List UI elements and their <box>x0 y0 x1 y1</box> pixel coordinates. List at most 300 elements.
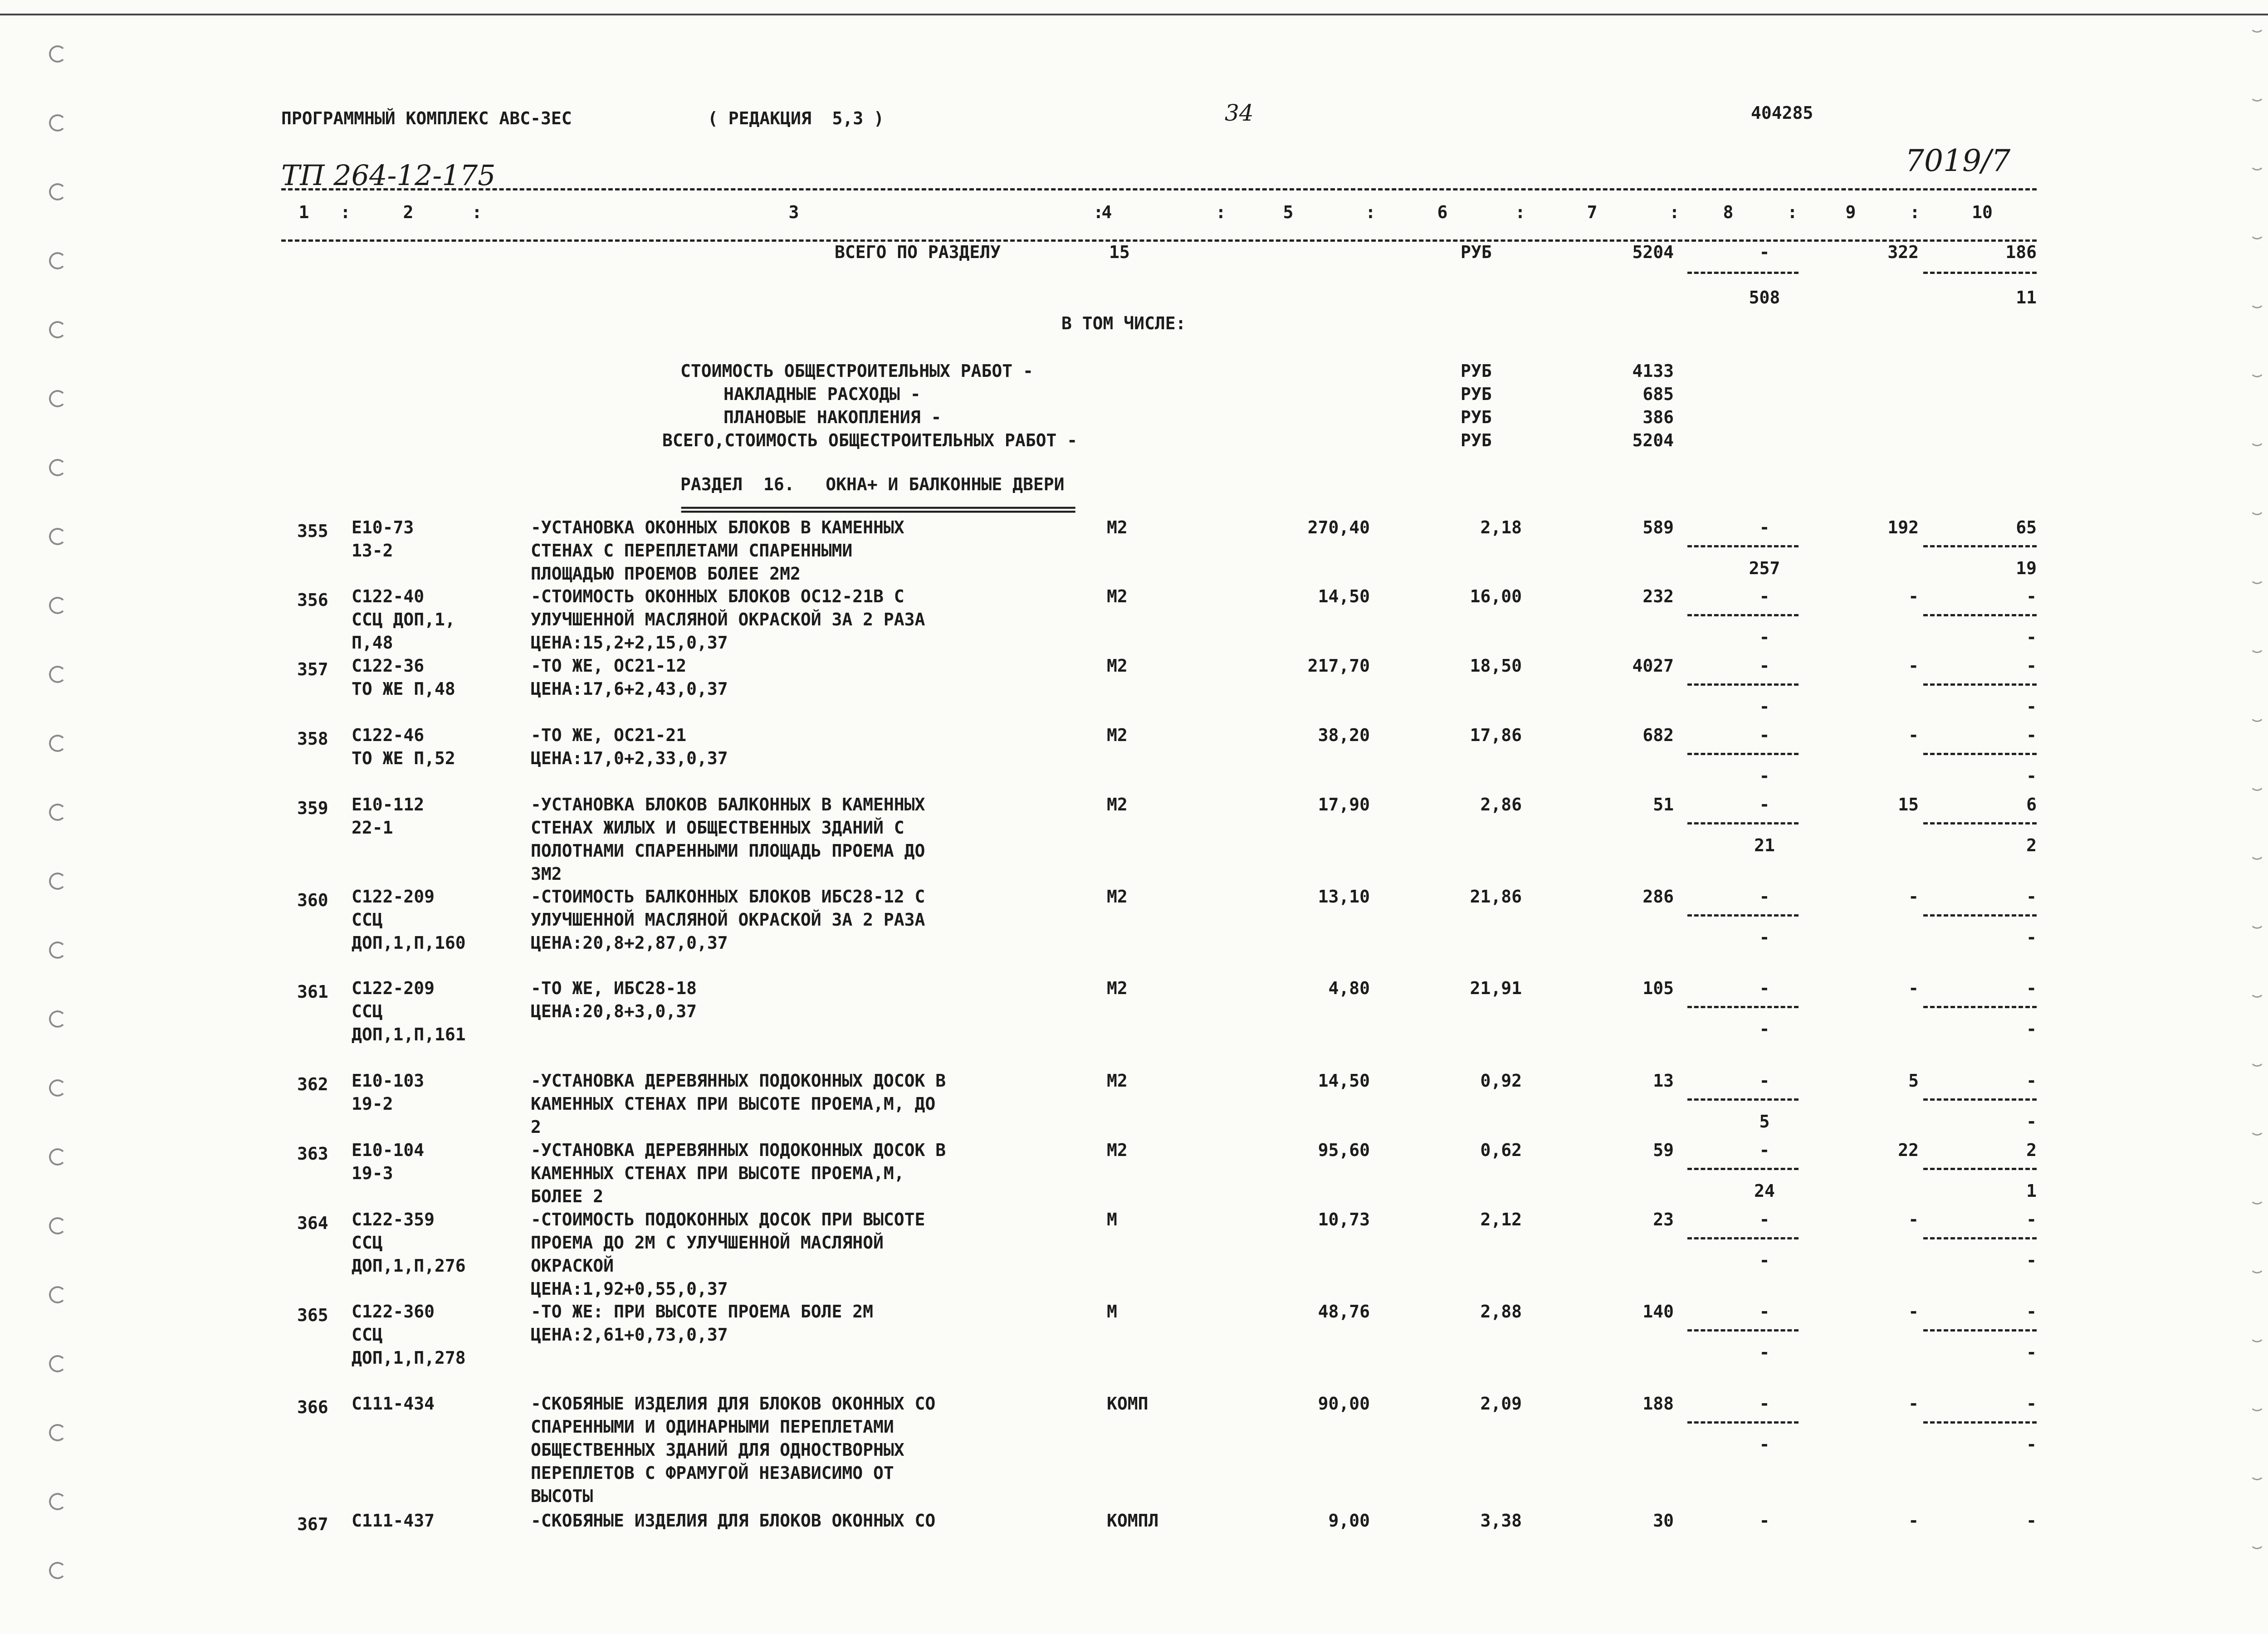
punch-hole <box>49 390 66 407</box>
row-number: 365 <box>297 1305 328 1325</box>
row-col9: - <box>1908 887 1919 907</box>
fraction-rule <box>1923 914 2037 917</box>
fraction-rule <box>1687 753 1799 755</box>
section-total-col9: 322 <box>1887 242 1919 262</box>
column-header: 10 <box>1972 202 1993 222</box>
fraction-rule <box>1923 822 2037 824</box>
section-title: РАЗДЕЛ 16. ОКНА+ И БАЛКОННЫЕ ДВЕРИ <box>680 474 1065 494</box>
including-heading: В ТОМ ЧИСЛЕ: <box>1061 313 1186 333</box>
row-unit: М <box>1107 1210 1117 1229</box>
handwritten-sheet-number: 7019/7 <box>1905 143 2011 178</box>
column-header: 2 <box>403 202 414 222</box>
column-header: 3 <box>788 202 799 222</box>
section-total-col10-sub: 11 <box>2016 288 2037 307</box>
row-col8: - <box>1759 978 1770 998</box>
fraction-rule <box>1923 614 2037 616</box>
punch-hole <box>2250 294 2264 308</box>
row-description: ЦЕНА:17,6+2,43,0,37 <box>531 679 728 699</box>
program-name: ПРОГРАММНЫЙ КОМПЛЕКС АВС-3ЕС <box>281 108 572 128</box>
punch-hole <box>2250 845 2264 860</box>
row-col10: - <box>2026 1071 2037 1091</box>
row-quantity: 270,40 <box>1307 517 1370 537</box>
row-description: -СТОИМОСТЬ ПОДОКОННЫХ ДОСОК ПРИ ВЫСОТЕ <box>531 1210 925 1229</box>
row-description: КАМЕННЫХ СТЕНАХ ПРИ ВЫСОТЕ ПРОЕМА,М, <box>531 1163 904 1183</box>
row-description: -СТОИМОСТЬ БАЛКОННЫХ БЛОКОВ ИБС28-12 С <box>531 887 925 907</box>
column-separator: : <box>472 202 482 222</box>
punch-hole <box>2250 501 2264 515</box>
fraction-rule <box>1923 1329 2037 1332</box>
row-cost: 105 <box>1642 978 1674 998</box>
punch-hole <box>49 528 66 545</box>
punch-hole <box>2250 363 2264 377</box>
row-description: ПРОЕМА ДО 2М С УЛУЧШЕННОЙ МАСЛЯНОЙ <box>531 1233 884 1253</box>
row-col10: 2 <box>2026 1140 2037 1160</box>
row-unit: М <box>1107 1302 1117 1322</box>
row-description: -ТО ЖЕ, ОС21-12 <box>531 656 687 676</box>
row-quantity: 95,60 <box>1318 1140 1370 1160</box>
row-col10: - <box>2026 725 2037 745</box>
row-number: 361 <box>297 982 328 1002</box>
punch-hole <box>49 1010 66 1028</box>
row-code: ССЦ <box>352 910 383 930</box>
row-col10-sub: - <box>2026 697 2037 717</box>
punch-hole <box>49 804 66 821</box>
row-col10-sub: - <box>2026 1112 2037 1132</box>
cost-summary-label: ПЛАНОВЫЕ НАКОПЛЕНИЯ - <box>723 407 942 427</box>
fraction-rule <box>1923 1421 2037 1424</box>
row-col8: - <box>1759 1302 1770 1322</box>
row-col10: - <box>2026 586 2037 606</box>
row-unit-price: 18,50 <box>1470 656 1522 676</box>
fraction-rule <box>1923 272 2037 274</box>
row-col9: 22 <box>1898 1140 1919 1160</box>
row-code: ТО ЖЕ П,48 <box>352 679 455 699</box>
row-col8: - <box>1759 1511 1770 1531</box>
row-description: БОЛЕЕ 2 <box>531 1186 604 1206</box>
row-unit: М2 <box>1107 1140 1128 1160</box>
row-col10-sub: 2 <box>2026 835 2037 855</box>
punch-hole <box>2250 156 2264 171</box>
row-number: 359 <box>297 798 328 818</box>
cost-summary-label: ВСЕГО,СТОИМОСТЬ ОБЩЕСТРОИТЕЛЬНЫХ РАБОТ - <box>662 430 1078 450</box>
column-header: 1 <box>298 202 309 222</box>
row-code: 19-2 <box>352 1094 393 1114</box>
row-unit: КОМПЛ <box>1107 1511 1159 1531</box>
punch-hole <box>2250 432 2264 446</box>
row-description: -ТО ЖЕ, ИБС28-18 <box>531 978 697 998</box>
section-total-col10: 186 <box>2005 242 2037 262</box>
row-number: 366 <box>297 1397 328 1417</box>
fraction-rule <box>1923 545 2037 547</box>
row-code: С111-437 <box>352 1511 435 1531</box>
row-cost: 682 <box>1642 725 1674 745</box>
row-code: Е10-104 <box>352 1140 425 1160</box>
row-description: ОБЩЕСТВЕННЫХ ЗДАНИЙ ДЛЯ ОДНОСТВОРНЫХ <box>531 1440 904 1460</box>
fraction-rule <box>1687 683 1799 686</box>
row-col9: - <box>1908 978 1919 998</box>
row-description: ЦЕНА:15,2+2,15,0,37 <box>531 633 728 653</box>
row-col9: - <box>1908 1302 1919 1322</box>
column-header: 4 <box>1101 202 1112 222</box>
punch-hole <box>49 45 66 63</box>
row-quantity: 217,70 <box>1307 656 1370 676</box>
fraction-rule <box>1687 914 1799 917</box>
punch-hole <box>49 321 66 338</box>
row-col10-sub: - <box>2026 1434 2037 1454</box>
fraction-rule <box>1687 1329 1799 1332</box>
punch-hole <box>49 1079 66 1097</box>
punch-hole <box>2250 1052 2264 1067</box>
row-unit-price: 3,38 <box>1480 1511 1522 1531</box>
row-code: ДОП,1,П,161 <box>352 1024 466 1044</box>
row-cost: 232 <box>1642 586 1674 606</box>
row-code: 22-1 <box>352 818 393 838</box>
punch-hole <box>2250 570 2264 584</box>
row-col8: - <box>1759 887 1770 907</box>
row-description: -УСТАНОВКА БЛОКОВ БАЛКОННЫХ В КАМЕННЫХ <box>531 795 925 815</box>
row-col10-sub: 19 <box>2016 558 2037 578</box>
section-total-cost: 5204 <box>1632 242 1674 262</box>
row-col9: - <box>1908 656 1919 676</box>
fraction-rule <box>1687 822 1799 824</box>
fraction-rule <box>1923 1168 2037 1170</box>
row-col10-sub: - <box>2026 1019 2037 1039</box>
row-col8-sub: 257 <box>1749 558 1780 578</box>
section-total-label: ВСЕГО ПО РАЗДЕЛУ <box>835 242 1001 262</box>
row-description: ЦЕНА:20,8+3,0,37 <box>531 1001 697 1021</box>
row-col10: - <box>2026 656 2037 676</box>
row-code: ТО ЖЕ П,52 <box>352 748 455 768</box>
row-unit-price: 2,18 <box>1480 517 1522 537</box>
row-quantity: 17,90 <box>1318 795 1370 815</box>
row-col10: 6 <box>2026 795 2037 815</box>
row-unit-price: 16,00 <box>1470 586 1522 606</box>
row-description: ПОЛОТНАМИ СПАРЕННЫМИ ПЛОЩАДЬ ПРОЕМА ДО <box>531 841 925 861</box>
row-description: 3М2 <box>531 864 562 884</box>
row-code: С122-209 <box>352 887 435 907</box>
row-unit: М2 <box>1107 887 1128 907</box>
row-quantity: 14,50 <box>1318 586 1370 606</box>
fraction-rule <box>1923 1237 2037 1239</box>
cost-summary-value: 4133 <box>1632 361 1674 381</box>
row-code: ССЦ <box>352 1001 383 1021</box>
row-code: ССЦ ДОП,1, <box>352 610 455 629</box>
row-quantity: 14,50 <box>1318 1071 1370 1091</box>
punch-hole <box>2250 914 2264 929</box>
cost-summary-label: СТОИМОСТЬ ОБЩЕСТРОИТЕЛЬНЫХ РАБОТ - <box>680 361 1033 381</box>
punch-hole <box>2250 639 2264 653</box>
fraction-rule <box>1923 1006 2037 1008</box>
row-description: -СКОБЯНЫЕ ИЗДЕЛИЯ ДЛЯ БЛОКОВ ОКОННЫХ СО <box>531 1394 936 1414</box>
row-unit-price: 21,86 <box>1470 887 1522 907</box>
row-description: -УСТАНОВКА ДЕРЕВЯННЫХ ПОДОКОННЫХ ДОСОК В <box>531 1071 946 1091</box>
row-description: ПЛОЩАДЬЮ ПРОЕМОВ БОЛЕЕ 2М2 <box>531 564 801 584</box>
row-col8-sub: - <box>1759 1019 1770 1039</box>
row-description: ЦЕНА:2,61+0,73,0,37 <box>531 1325 728 1345</box>
row-unit: М2 <box>1107 1071 1128 1091</box>
row-col8: - <box>1759 1394 1770 1414</box>
column-separator: : <box>1515 202 1525 222</box>
punch-hole <box>2250 1190 2264 1205</box>
row-code: ДОП,1,П,278 <box>352 1348 466 1368</box>
punch-hole <box>2250 87 2264 102</box>
punch-hole <box>49 941 66 959</box>
column-header: 7 <box>1587 202 1598 222</box>
row-cost: 30 <box>1653 1511 1674 1531</box>
header-rule-top <box>281 188 2037 190</box>
row-col10: - <box>2026 1511 2037 1531</box>
row-description: УЛУЧШЕННОЙ МАСЛЯНОЙ ОКРАСКОЙ ЗА 2 РАЗА <box>531 910 925 930</box>
row-col8: - <box>1759 725 1770 745</box>
row-description: КАМЕННЫХ СТЕНАХ ПРИ ВЫСОТЕ ПРОЕМА,М, ДО <box>531 1094 936 1114</box>
row-code: С111-434 <box>352 1394 435 1414</box>
column-separator: : <box>1669 202 1680 222</box>
punch-hole <box>49 1148 66 1166</box>
row-col10: 65 <box>2016 517 2037 537</box>
row-col10: - <box>2026 1394 2037 1414</box>
row-code: С122-40 <box>352 586 425 606</box>
row-col8: - <box>1759 1140 1770 1160</box>
row-code: С122-209 <box>352 978 435 998</box>
row-col9: - <box>1908 1394 1919 1414</box>
row-unit: М2 <box>1107 795 1128 815</box>
row-col8: - <box>1759 1071 1770 1091</box>
row-description: -ТО ЖЕ: ПРИ ВЫСОТЕ ПРОЕМА БОЛЕ 2М <box>531 1302 873 1322</box>
punch-hole <box>49 459 66 476</box>
fraction-rule <box>1687 1168 1799 1170</box>
row-col10-sub: - <box>2026 927 2037 947</box>
row-col9: - <box>1908 1210 1919 1229</box>
row-description: ЦЕНА:20,8+2,87,0,37 <box>531 933 728 953</box>
row-col8-sub: - <box>1759 1434 1770 1454</box>
row-quantity: 48,76 <box>1318 1302 1370 1322</box>
row-description: -УСТАНОВКА ДЕРЕВЯННЫХ ПОДОКОННЫХ ДОСОК В <box>531 1140 946 1160</box>
row-number: 367 <box>297 1514 328 1534</box>
section-total-col8-sub: 508 <box>1749 288 1780 307</box>
edition: ( РЕДАКЦИЯ 5,3 ) <box>708 108 884 128</box>
row-cost: 51 <box>1653 795 1674 815</box>
punch-hole <box>2250 1259 2264 1273</box>
row-unit-price: 2,12 <box>1480 1210 1522 1229</box>
row-col10: - <box>2026 978 2037 998</box>
cost-summary-value: 685 <box>1642 384 1674 404</box>
row-description: УЛУЧШЕННОЙ МАСЛЯНОЙ ОКРАСКОЙ ЗА 2 РАЗА <box>531 610 925 629</box>
punch-hole <box>49 252 66 269</box>
row-code: С122-46 <box>352 725 425 745</box>
row-col8-sub: 21 <box>1754 835 1775 855</box>
row-code: Е10-112 <box>352 795 425 815</box>
punch-hole <box>2250 1535 2264 1549</box>
row-col10: - <box>2026 887 2037 907</box>
punch-hole <box>2250 776 2264 791</box>
punch-hole <box>2250 1328 2264 1342</box>
row-col8-sub: 5 <box>1759 1112 1770 1132</box>
column-separator: : <box>340 202 351 222</box>
section-underline: ============================================== <box>680 499 1075 519</box>
row-col10-sub: 1 <box>2026 1181 2037 1201</box>
row-col10: - <box>2026 1302 2037 1322</box>
row-col9: - <box>1908 725 1919 745</box>
row-number: 360 <box>297 890 328 910</box>
row-quantity: 4,80 <box>1328 978 1370 998</box>
row-unit-price: 2,09 <box>1480 1394 1522 1414</box>
row-code: ДОП,1,П,160 <box>352 933 466 953</box>
row-unit: М2 <box>1107 725 1128 745</box>
row-unit-price: 2,88 <box>1480 1302 1522 1322</box>
row-col9: - <box>1908 586 1919 606</box>
row-description: СПАРЕННЫМИ И ОДИНАРНЫМИ ПЕРЕПЛЕТАМИ <box>531 1417 894 1437</box>
row-description: СТЕНАХ ЖИЛЫХ И ОБЩЕСТВЕННЫХ ЗДАНИЙ С <box>531 818 904 838</box>
cost-summary-unit: РУБ <box>1461 361 1492 381</box>
fraction-rule <box>1687 1421 1799 1424</box>
punch-hole <box>2250 1466 2264 1480</box>
punch-hole <box>49 1493 66 1510</box>
row-description: -СТОИМОСТЬ ОКОННЫХ БЛОКОВ ОС12-21В С <box>531 586 904 606</box>
column-separator: : <box>1787 202 1798 222</box>
section-total-col8: - <box>1759 242 1770 262</box>
fraction-rule <box>1923 683 2037 686</box>
row-unit: М2 <box>1107 978 1128 998</box>
punch-hole <box>49 1217 66 1234</box>
row-unit-price: 21,91 <box>1470 978 1522 998</box>
row-code: 13-2 <box>352 541 393 561</box>
cost-summary-value: 5204 <box>1632 430 1674 450</box>
punch-hole <box>49 114 66 132</box>
row-description: ЦЕНА:1,92+0,55,0,37 <box>531 1279 728 1299</box>
punch-hole <box>49 666 66 683</box>
fraction-rule <box>1923 753 2037 755</box>
row-number: 357 <box>297 659 328 679</box>
row-cost: 589 <box>1642 517 1674 537</box>
row-code: Е10-103 <box>352 1071 425 1091</box>
row-cost: 23 <box>1653 1210 1674 1229</box>
row-code: ССЦ <box>352 1325 383 1345</box>
row-quantity: 90,00 <box>1318 1394 1370 1414</box>
row-code: 19-3 <box>352 1163 393 1183</box>
fraction-rule <box>1687 1237 1799 1239</box>
row-col8: - <box>1759 795 1770 815</box>
row-col8-sub: - <box>1759 927 1770 947</box>
punch-hole <box>2250 983 2264 998</box>
row-description: 2 <box>531 1117 541 1137</box>
row-col10: - <box>2026 1210 2037 1229</box>
row-number: 356 <box>297 590 328 610</box>
row-col8-sub: - <box>1759 1342 1770 1362</box>
doc-number: 404285 <box>1751 103 1813 123</box>
row-number: 363 <box>297 1144 328 1164</box>
row-col9: - <box>1908 1511 1919 1531</box>
cost-summary-unit: РУБ <box>1461 430 1492 450</box>
top-edge-line <box>0 14 2268 15</box>
punch-hole <box>49 873 66 890</box>
handwritten-project-code: ТП 264-12-175 <box>281 159 496 192</box>
punch-hole <box>2250 707 2264 722</box>
row-col8: - <box>1759 1210 1770 1229</box>
row-col9: 15 <box>1898 795 1919 815</box>
row-code: П,48 <box>352 633 393 653</box>
punch-hole <box>2250 225 2264 239</box>
row-code: ДОП,1,П,276 <box>352 1256 466 1276</box>
punch-hole <box>2250 18 2264 33</box>
row-unit: М2 <box>1107 586 1128 606</box>
column-separator: : <box>1093 202 1104 222</box>
cost-summary-unit: РУБ <box>1461 407 1492 427</box>
punch-hole <box>49 1355 66 1372</box>
cost-summary-label: НАКЛАДНЫЕ РАСХОДЫ - <box>723 384 921 404</box>
column-header: 5 <box>1283 202 1294 222</box>
row-col8-sub: - <box>1759 697 1770 717</box>
row-description: -СКОБЯНЫЕ ИЗДЕЛИЯ ДЛЯ БЛОКОВ ОКОННЫХ СО <box>531 1511 936 1531</box>
row-unit-price: 0,62 <box>1480 1140 1522 1160</box>
fraction-rule <box>1687 545 1799 547</box>
row-col10-sub: - <box>2026 627 2037 647</box>
punch-hole <box>49 183 66 200</box>
row-cost: 59 <box>1653 1140 1674 1160</box>
row-col8-sub: - <box>1759 627 1770 647</box>
row-col10-sub: - <box>2026 766 2037 786</box>
row-cost: 13 <box>1653 1071 1674 1091</box>
row-code: С122-360 <box>352 1302 435 1322</box>
section-total-unit: РУБ <box>1461 242 1492 262</box>
row-col8: - <box>1759 656 1770 676</box>
row-col10-sub: - <box>2026 1342 2037 1362</box>
row-description: -ТО ЖЕ, ОС21-21 <box>531 725 687 745</box>
row-description: ПЕРЕПЛЕТОВ С ФРАМУГОЙ НЕЗАВИСИМО ОТ <box>531 1463 894 1483</box>
row-number: 358 <box>297 729 328 749</box>
punch-hole <box>49 735 66 752</box>
row-number: 364 <box>297 1213 328 1233</box>
row-code: ССЦ <box>352 1233 383 1253</box>
column-separator: : <box>1216 202 1226 222</box>
row-quantity: 10,73 <box>1318 1210 1370 1229</box>
row-col8-sub: - <box>1759 766 1770 786</box>
punch-hole <box>49 597 66 614</box>
section-total-col4: 15 <box>1109 242 1130 262</box>
column-separator: : <box>1910 202 1920 222</box>
row-description: ОКРАСКОЙ <box>531 1256 614 1276</box>
row-number: 362 <box>297 1074 328 1094</box>
row-description: СТЕНАХ С ПЕРЕПЛЕТАМИ СПАРЕННЫМИ <box>531 541 853 561</box>
page-number: 34 <box>1225 100 1254 126</box>
row-col8-sub: 24 <box>1754 1181 1775 1201</box>
punch-hole <box>2250 1121 2264 1136</box>
row-col8: - <box>1759 586 1770 606</box>
row-unit-price: 0,92 <box>1480 1071 1522 1091</box>
row-description: ВЫСОТЫ <box>531 1486 593 1506</box>
column-header: 6 <box>1437 202 1448 222</box>
row-col9: 5 <box>1908 1071 1919 1091</box>
row-code: С122-359 <box>352 1210 435 1229</box>
row-col8-sub: - <box>1759 1250 1770 1270</box>
fraction-rule <box>1923 1098 2037 1101</box>
fraction-rule <box>1687 1098 1799 1101</box>
row-cost: 286 <box>1642 887 1674 907</box>
punch-hole <box>2250 1397 2264 1411</box>
row-quantity: 38,20 <box>1318 725 1370 745</box>
row-number: 355 <box>297 521 328 541</box>
row-unit: КОМП <box>1107 1394 1149 1414</box>
punch-hole <box>49 1562 66 1579</box>
row-description: ЦЕНА:17,0+2,33,0,37 <box>531 748 728 768</box>
row-code: С122-36 <box>352 656 425 676</box>
fraction-rule <box>1687 614 1799 616</box>
column-header: 8 <box>1723 202 1734 222</box>
cost-summary-value: 386 <box>1642 407 1674 427</box>
row-col10-sub: - <box>2026 1250 2037 1270</box>
punch-hole <box>49 1286 66 1303</box>
punch-hole <box>49 1424 66 1441</box>
row-col8: - <box>1759 517 1770 537</box>
